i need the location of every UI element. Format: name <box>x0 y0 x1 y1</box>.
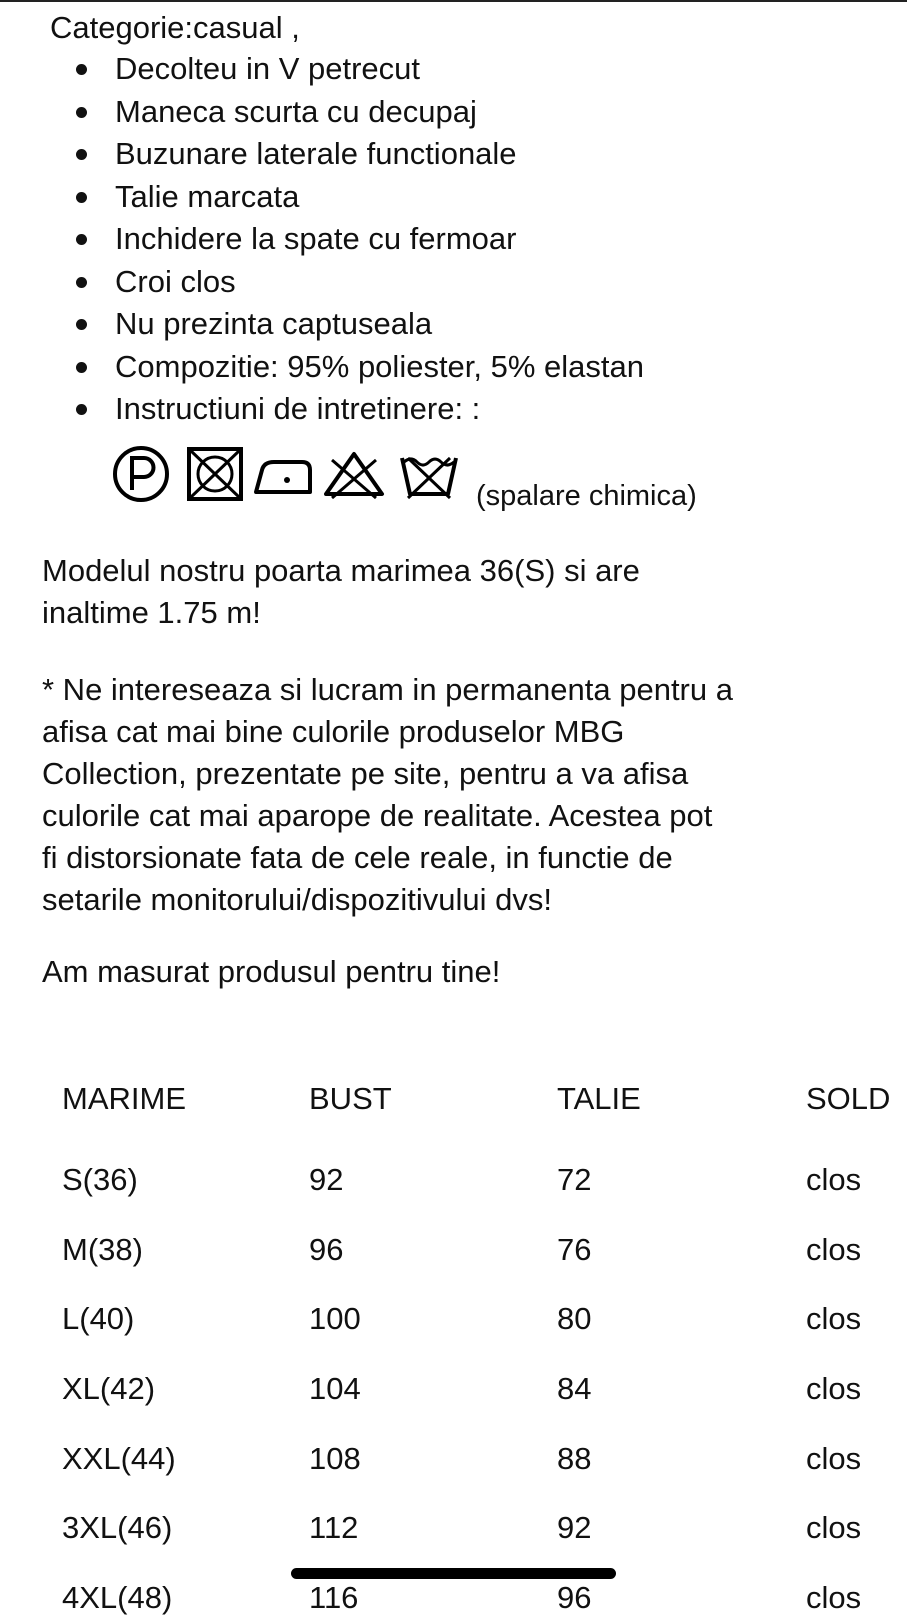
hip-cell: clos <box>806 1162 862 1197</box>
table-row <box>0 1160 907 1200</box>
bullet-icon <box>76 107 87 118</box>
bullet-icon <box>76 192 87 203</box>
model-info-line: inaltime 1.75 m! <box>42 595 261 630</box>
bullet-icon <box>76 404 87 415</box>
bust-cell: 92 <box>309 1162 344 1197</box>
waist-cell: 84 <box>557 1371 592 1406</box>
waist-cell: 88 <box>557 1441 592 1476</box>
disclaimer-line: fi distorsionate fata de cele reale, in functie de <box>42 840 673 875</box>
size-cell: XL(42) <box>62 1371 156 1406</box>
feature-item <box>0 346 644 389</box>
feature-item <box>0 261 644 304</box>
bullet-icon <box>76 234 87 245</box>
bust-cell: 116 <box>309 1580 359 1615</box>
dry-clean-p-icon <box>112 446 172 502</box>
bullet-icon <box>76 362 87 373</box>
hip-cell: clos <box>806 1441 862 1476</box>
no-tumble-dry-icon <box>186 446 244 502</box>
top-divider <box>0 0 907 2</box>
table-row <box>0 1299 907 1339</box>
header-cell: BUST <box>309 1081 392 1116</box>
feature-text: Maneca scurta cu decupaj <box>115 93 477 129</box>
feature-text: Talie marcata <box>115 178 300 214</box>
feature-item <box>0 133 644 176</box>
feature-item <box>0 48 644 91</box>
size-cell: S(36) <box>62 1162 138 1197</box>
waist-cell: 92 <box>557 1510 592 1545</box>
size-table <box>0 1040 907 1615</box>
home-indicator[interactable] <box>291 1568 616 1579</box>
waist-cell: 76 <box>557 1232 592 1267</box>
bullet-icon <box>76 319 87 330</box>
waist-cell: 80 <box>557 1301 592 1336</box>
feature-text: Croi clos <box>115 263 236 299</box>
size-cell: 4XL(48) <box>62 1580 173 1615</box>
disclaimer-line: culorile cat mai aparope de realitate. Acestea pot <box>42 798 713 833</box>
feature-text: Decolteu in V petrecut <box>115 51 421 86</box>
size-cell: XXL(44) <box>62 1441 176 1476</box>
feature-item <box>0 91 644 134</box>
disclaimer-line: Collection, prezentate pe site, pentru a va afisa <box>42 756 689 791</box>
bullet-icon <box>76 64 87 75</box>
measured-note: Am masurat produsul pentru tine! <box>42 954 501 989</box>
hip-cell: clos <box>806 1580 862 1615</box>
no-bleach-icon <box>322 446 386 502</box>
table-row <box>0 1578 907 1618</box>
disclaimer-line: afisa cat mai bine culorile produselor MBG <box>42 714 625 749</box>
model-info <box>42 550 640 634</box>
model-info-line: Modelul nostru poarta marimea 36(S) si are <box>42 553 640 588</box>
table-row <box>0 1230 907 1270</box>
size-cell: M(38) <box>62 1232 143 1267</box>
bullet-icon <box>76 277 87 288</box>
product-category: Categorie:casual , <box>50 10 300 45</box>
waist-cell: 72 <box>557 1162 592 1197</box>
waist-cell: 96 <box>557 1580 592 1615</box>
feature-item <box>0 303 644 346</box>
feature-text: Inchidere la spate cu fermoar <box>115 221 517 256</box>
bust-cell: 108 <box>309 1441 361 1476</box>
bust-cell: 96 <box>309 1232 344 1267</box>
header-cell: TALIE <box>557 1081 641 1116</box>
iron-low-icon <box>252 446 316 502</box>
disclaimer-line: * Ne intereseaza si lucram in permanenta pentru a <box>42 672 733 707</box>
table-row <box>0 1508 907 1548</box>
header-cell: MARIME <box>62 1081 186 1116</box>
hip-cell: clos <box>806 1232 862 1267</box>
feature-item <box>0 176 644 219</box>
bust-cell: 100 <box>309 1301 361 1336</box>
hip-cell: clos <box>806 1371 862 1406</box>
feature-item <box>0 218 644 261</box>
hip-cell: clos <box>806 1301 862 1336</box>
hip-cell: clos <box>806 1510 862 1545</box>
disclaimer-line: setarile monitorului/dispozitivului dvs! <box>42 882 553 917</box>
no-wash-icon <box>398 446 460 502</box>
table-row <box>0 1369 907 1409</box>
feature-text: Buzunare laterale functionale <box>115 136 517 171</box>
bullet-icon <box>76 149 87 160</box>
feature-text: Instructiuni de intretinere: : <box>115 391 481 426</box>
feature-list <box>0 48 644 431</box>
feature-text: Nu prezinta captuseala <box>115 306 433 341</box>
table-header-row <box>0 1079 907 1119</box>
care-label: (spalare chimica) <box>476 480 697 512</box>
header-cell: SOLD <box>806 1081 891 1116</box>
table-row <box>0 1439 907 1479</box>
feature-text: Compozitie: 95% poliester, 5% elastan <box>115 348 645 384</box>
size-cell: L(40) <box>62 1301 135 1336</box>
feature-item <box>0 388 644 431</box>
bust-cell: 112 <box>309 1510 359 1545</box>
size-cell: 3XL(46) <box>62 1510 173 1545</box>
color-disclaimer <box>42 669 733 921</box>
bust-cell: 104 <box>309 1371 361 1406</box>
